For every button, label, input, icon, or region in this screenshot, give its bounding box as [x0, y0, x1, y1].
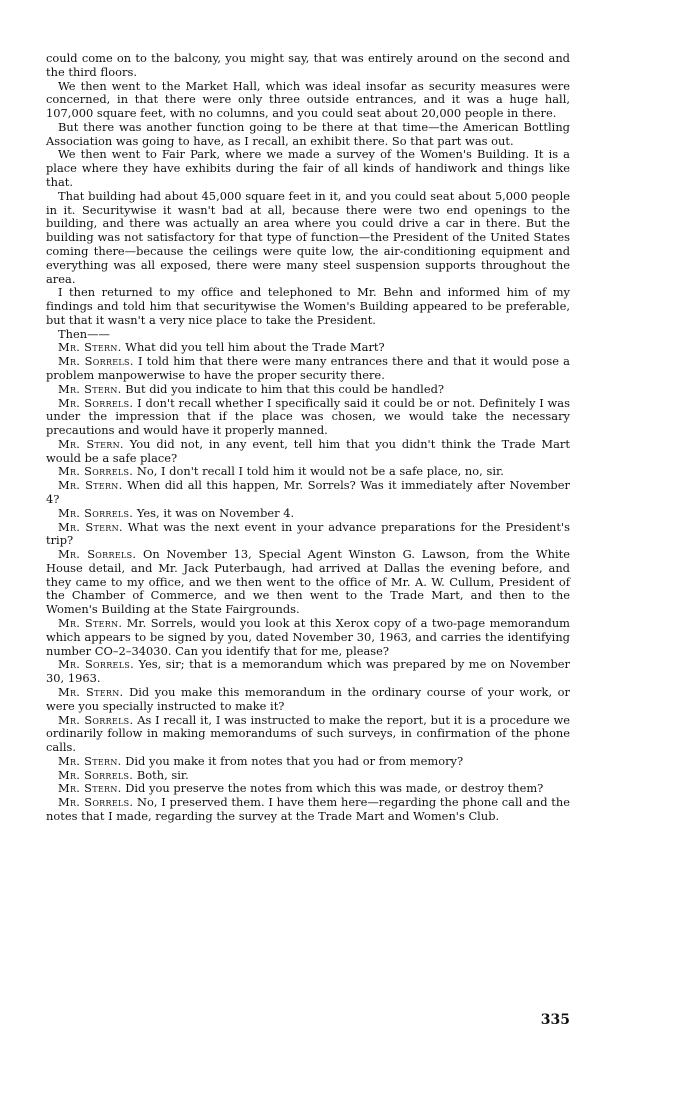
testimony-line	[46, 383, 570, 397]
speaker-name: Mr. Sorrels.	[58, 505, 134, 520]
testimony-text: I don't recall whether I specifically said it could be or not. Definitely I was under the impression that if the place was chosen, we would take the necessary precautions and would have it properly manned.	[46, 395, 570, 438]
testimony-text: Yes, it was on November 4.	[136, 505, 295, 520]
paragraph	[46, 148, 570, 189]
speaker-name: Mr. Stern.	[58, 616, 123, 631]
testimony-line	[46, 658, 570, 686]
paragraph-text: But there was another function going to be there at that time—the American Bottling Association was going to have, as I recall, an exhibit there. So that part was out.	[46, 119, 570, 148]
testimony-text: As I recall it, I was instructed to make the report, but it is a procedure we ordinarily follow in making memorandums of such surveys, in confirmation of the phone calls.	[46, 712, 570, 755]
testimony-text: On November 13, Special Agent Winston G. Lawson, from the White House detail, and Mr. Jack Puterbaugh, had arrived at Dallas the evening before, and they came to my office, and we then went to the office of Mr. A. W. Cullum, President of the Chamber of Commerce, and we then went to the Trade Mart, and then to the Women's Building at the State Fairgrounds.	[46, 547, 570, 617]
speaker-name: Mr. Stern.	[58, 381, 122, 396]
speaker-name: Mr. Stern.	[58, 684, 124, 699]
testimony-line	[46, 465, 570, 479]
testimony-text: When did all this happen, Mr. Sorrels? Was it immediately after November 4?	[46, 478, 570, 506]
testimony-line	[46, 782, 570, 796]
paragraph	[46, 328, 570, 342]
testimony-text: What was the next event in your advance preparations for the President's trip?	[46, 519, 570, 548]
paragraph-text: We then went to Fair Park, where we made a survey of the Women's Building. It is a place where they have exhibits during the fair of all kinds of handiwork and things like that.	[46, 147, 570, 190]
speaker-name: Mr. Stern.	[58, 478, 123, 493]
speaker-name: Mr. Stern.	[58, 519, 123, 534]
paragraph-text: I then returned to my office and telephoned to Mr. Behn and informed him of my findings and told him that securitywise the Women's Building appeared to be preferable, but that it wasn't a very nice place to take the President.	[46, 285, 570, 327]
paragraph-text: Then——	[58, 326, 110, 341]
testimony-line	[46, 548, 570, 617]
testimony-text: Both, sir.	[136, 767, 189, 782]
speaker-name: Mr. Sorrels.	[58, 354, 134, 369]
testimony-text: Did you make this memorandum in the ordinary course of your work, or were you specially instructed to make it?	[46, 684, 570, 713]
paragraph-text: could come on to the balcony, you might say, that was entirely around on the second and the third floors.	[46, 51, 570, 79]
speaker-name: Mr. Stern.	[58, 340, 122, 355]
testimony-line	[46, 355, 570, 383]
paragraph-text: We then went to the Market Hall, which was ideal insofar as security measures were concerned, in that there were only three outside entrances, and it was a huge hall, 107,000 square feet, with no columns, and you could seat about 20,000 people in there.	[46, 78, 570, 121]
testimony-line	[46, 796, 570, 824]
testimony-text: No, I preserved them. I have them here—regarding the phone call and the notes that I made, regarding the survey at the Trade Mart and Women's Club.	[46, 795, 570, 823]
paragraph	[46, 52, 570, 80]
testimony-text: I told him that there were many entrances there and that it would pose a problem manpowerwise to have the proper security there.	[46, 354, 570, 382]
testimony-line	[46, 507, 570, 521]
speaker-name: Mr. Stern.	[58, 781, 122, 796]
document-body	[46, 52, 570, 824]
speaker-name: Mr. Sorrels.	[58, 657, 135, 672]
speaker-name: Mr. Sorrels.	[58, 547, 137, 562]
speaker-name: Mr. Stern.	[58, 753, 122, 768]
speaker-name: Mr. Stern.	[58, 436, 124, 451]
testimony-text: No, I don't recall I told him it would not be a safe place, no, sir.	[136, 464, 504, 479]
testimony-line	[46, 686, 570, 714]
testimony-text: Did you make it from notes that you had or from memory?	[125, 753, 464, 768]
testimony-text: Did you preserve the notes from which this was made, or destroy them?	[125, 781, 544, 796]
speaker-name: Mr. Sorrels.	[58, 795, 134, 810]
paragraph	[46, 121, 570, 149]
page-number: 335	[540, 1012, 570, 1028]
testimony-line	[46, 438, 570, 466]
testimony-line	[46, 397, 570, 438]
paragraph	[46, 80, 570, 121]
testimony-line	[46, 755, 570, 769]
testimony-line	[46, 479, 570, 507]
testimony-line	[46, 617, 570, 658]
testimony-line	[46, 714, 570, 755]
speaker-name: Mr. Sorrels.	[58, 767, 134, 782]
testimony-text: You did not, in any event, tell him that you didn't think the Trade Mart would be a safe place?	[46, 436, 570, 465]
paragraph	[46, 190, 570, 286]
speaker-name: Mr. Sorrels.	[58, 395, 134, 410]
testimony-line	[46, 769, 570, 783]
speaker-name: Mr. Sorrels.	[58, 464, 134, 479]
speaker-name: Mr. Sorrels.	[58, 712, 134, 727]
testimony-text: What did you tell him about the Trade Mart?	[125, 340, 385, 355]
testimony-text: But did you indicate to him that this could be handled?	[125, 381, 445, 396]
paragraph-text: That building had about 45,000 square feet in it, and you could seat about 5,000 people in it. Securitywise it wasn't bad at all, because there were two end openings to the building, and there was actually an area where you could drive a car in there. But the building was not satisfactory for that type of function—the President of the United States coming there—because the ceilings were quite low, the air-conditioning equipment and everything was all exposed, there were many steel suspension supports throughout the area.	[46, 188, 570, 286]
paragraph	[46, 286, 570, 327]
testimony-line	[46, 521, 570, 549]
testimony-line	[46, 341, 570, 355]
testimony-text: Yes, sir; that is a memorandum which was prepared by me on November 30, 1963.	[46, 657, 570, 686]
testimony-text: Mr. Sorrels, would you look at this Xerox copy of a two-page memorandum which appears to be signed by you, dated November 30, 1963, and carries the identifying number CO–2–34030. Can you identify that for me, please?	[46, 616, 570, 658]
